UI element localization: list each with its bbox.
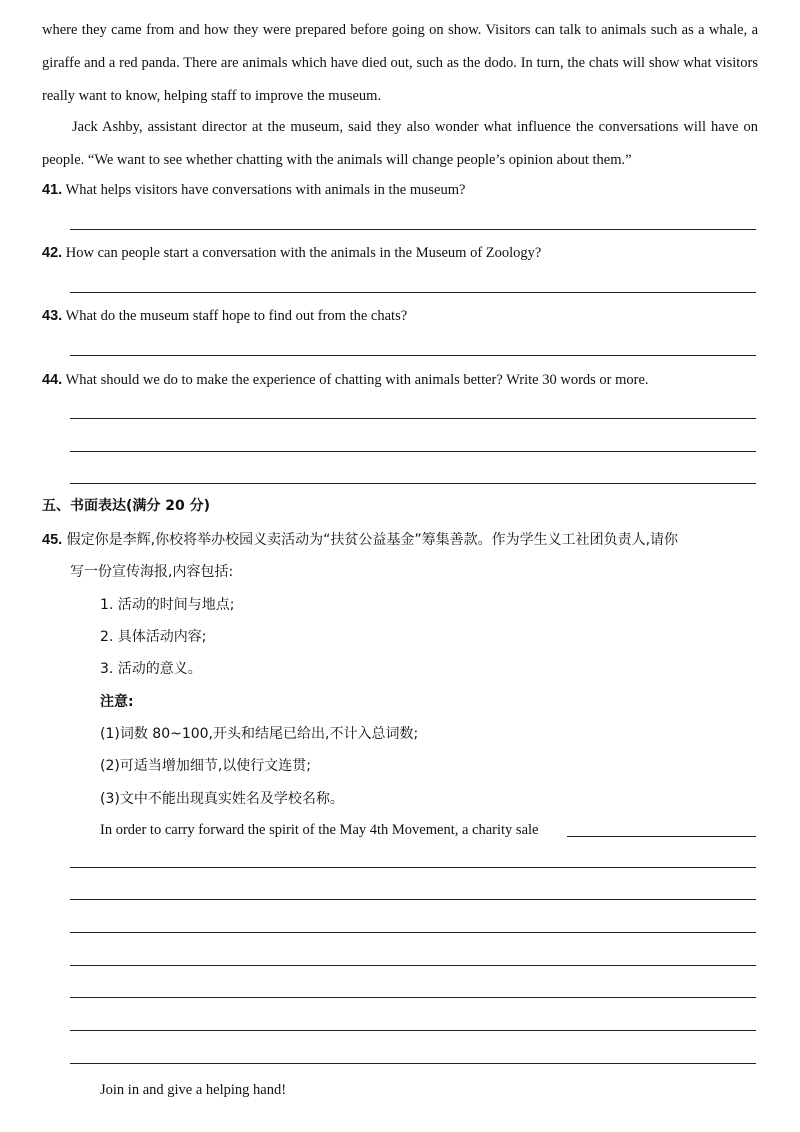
answer-line-41[interactable]	[70, 229, 756, 230]
answer-line-43[interactable]	[70, 355, 756, 356]
content-point-2: 2. 具体活动内容;	[100, 629, 207, 645]
question-number: 41.	[42, 182, 63, 198]
note-title: 注意:	[100, 694, 134, 710]
essay-closing: Join in and give a helping hand!	[100, 1082, 287, 1098]
question-number: 42.	[42, 245, 63, 261]
essay-line-2[interactable]	[70, 899, 756, 900]
essay-opening: In order to carry forward the spirit of the May 4th Movement, a charity sale	[100, 822, 539, 838]
note-3: (3)文中不能出现真实姓名及学校名称。	[100, 791, 344, 807]
question-43	[42, 306, 758, 326]
content-point-3: 3. 活动的意义。	[100, 661, 202, 677]
answer-line-44-3[interactable]	[70, 483, 756, 484]
essay-line-0[interactable]	[567, 836, 756, 837]
question-text: What helps visitors have conversations with animals in the museum?	[65, 182, 466, 198]
essay-line-1[interactable]	[70, 867, 756, 868]
passage-paragraph-1: where they came from and how they were prepared before going on show. Visitors can talk to animals such as a whale, a giraffe and a red panda. There are animals which have died out, such as the dodo. In turn, the chats will show what visitors really want to know, helping staff to improve the museum.	[42, 22, 758, 104]
question-text: What do the museum staff hope to find out from the chats?	[65, 308, 408, 324]
note-1: (1)词数 80~100,开头和结尾已给出,不计入总词数;	[100, 726, 419, 742]
question-42	[42, 243, 758, 263]
note-2: (2)可适当增加细节,以使行文连贯;	[100, 758, 311, 774]
question-45-prompt	[42, 530, 678, 550]
question-text: How can people start a conversation with the animals in the Museum of Zoology?	[65, 245, 542, 261]
question-number: 45.	[42, 532, 63, 548]
essay-line-5[interactable]	[70, 997, 756, 998]
question-41	[42, 180, 758, 200]
answer-line-44-2[interactable]	[70, 451, 756, 452]
answer-line-44-1[interactable]	[70, 418, 756, 419]
essay-line-6[interactable]	[70, 1030, 756, 1031]
essay-line-7[interactable]	[70, 1063, 756, 1064]
content-point-1: 1. 活动的时间与地点;	[100, 597, 235, 613]
passage-paragraph-2: Jack Ashby, assistant director at the museum, said they also wonder what influence the conversations will have on people. “We want to see whether chatting with the animals will change people’s opinion about them.”	[42, 119, 758, 168]
section-5-title: 五、书面表达(满分 20 分)	[42, 498, 211, 514]
question-text: What should we do to make the experience of chatting with animals better? Write 30 words or more.	[65, 372, 649, 388]
prompt-line-2: 写一份宣传海报,内容包括:	[70, 564, 234, 580]
answer-line-42[interactable]	[70, 292, 756, 293]
question-44	[42, 370, 758, 390]
question-number: 44.	[42, 372, 63, 388]
essay-line-4[interactable]	[70, 965, 756, 966]
question-number: 43.	[42, 308, 63, 324]
essay-line-3[interactable]	[70, 932, 756, 933]
prompt-line-1: 假定你是李辉,你校将举办校园义卖活动为“扶贫公益基金”筹集善款。作为学生义工社团负责人,请你	[66, 532, 679, 548]
